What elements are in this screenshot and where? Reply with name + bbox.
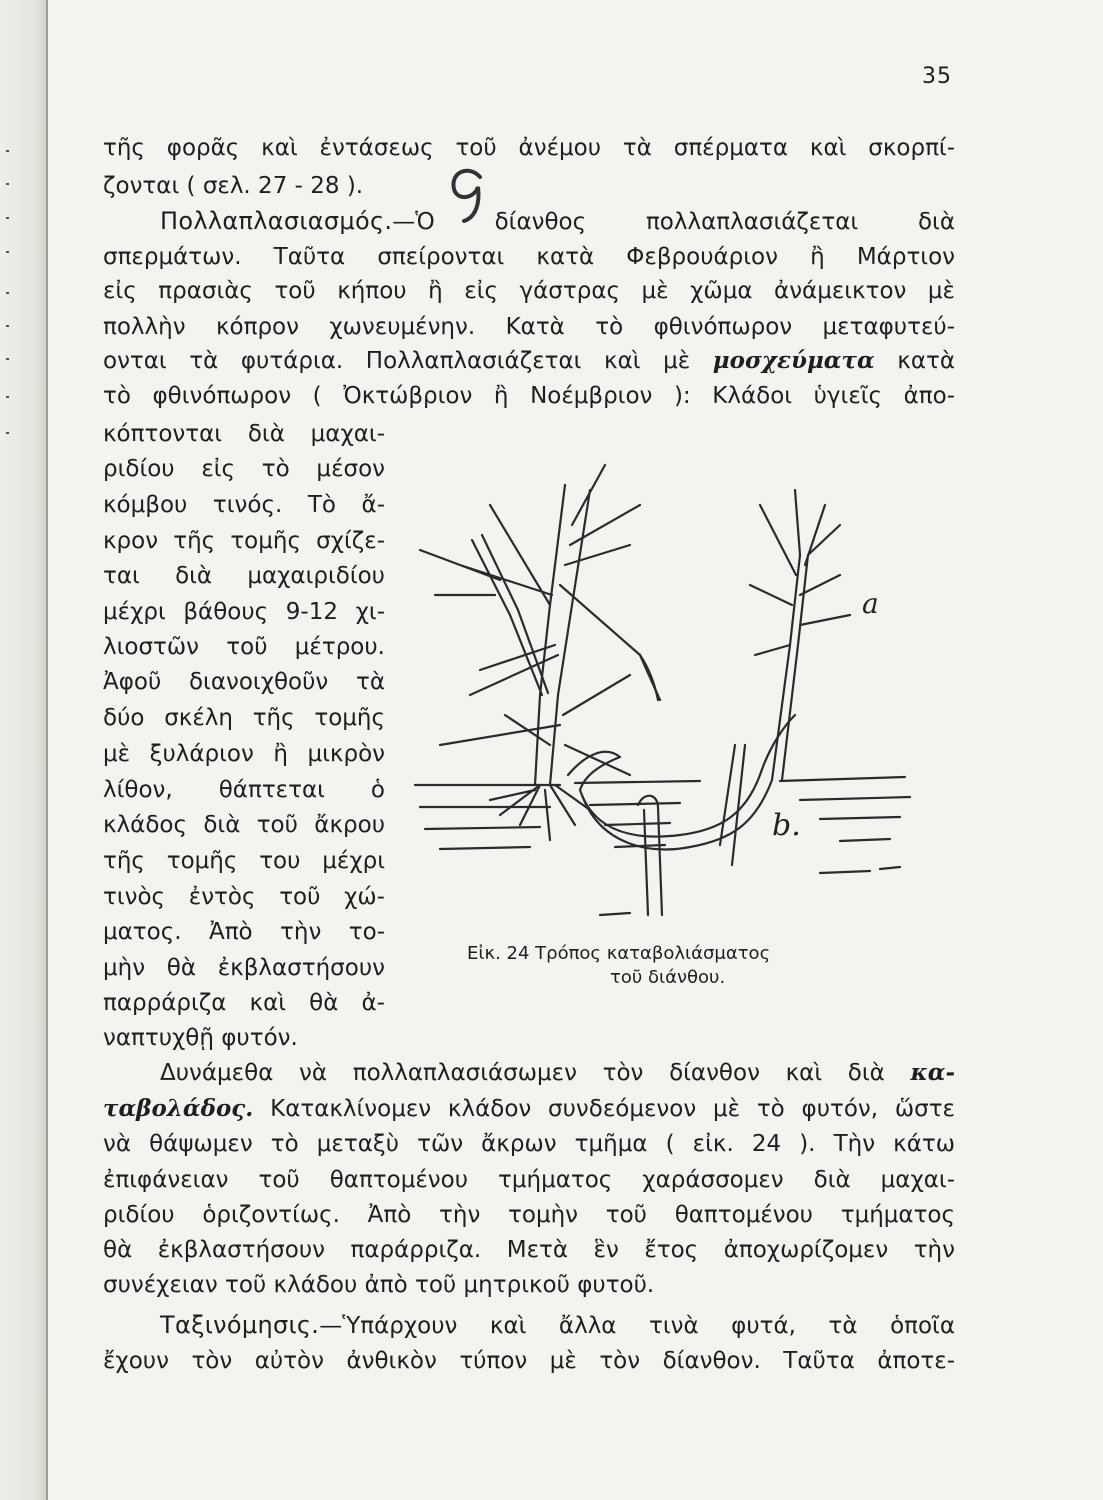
layering-illustration	[400, 445, 920, 920]
section-heading: Ταξινόμησις.	[160, 1311, 320, 1339]
margin-tick	[6, 150, 9, 152]
margin-tick	[6, 432, 9, 434]
text-line: τῆς τομῆς του μέχρι	[103, 848, 385, 874]
text-line: Ἀφοῦ διανοιχθοῦν τὰ	[103, 669, 385, 695]
text-line: ριδίου ὁριζοντίως. Ἀπὸ τὴν τομὴν τοῦ θαπτομένου τμήματος	[103, 1202, 955, 1228]
text-line	[103, 346, 955, 376]
figure-label-a: a	[862, 587, 879, 620]
emphasized-term: ταβολάδος.	[103, 1095, 254, 1122]
text-fragment: ονται τὰ φυτάρια. Πολλαπλασιάζεται καὶ μὲ	[103, 348, 691, 374]
text-line: μέχρι βάθους 9-12 χι-	[103, 599, 385, 625]
figure-label-b: b.	[772, 808, 801, 843]
gutter-edge	[46, 0, 48, 1500]
text-line: παρράριζα καὶ θὰ ἀ-	[103, 990, 385, 1016]
text-line: συνέχειαν τοῦ κλάδου ἀπὸ τοῦ μητρικοῦ φυτοῦ.	[103, 1272, 655, 1298]
book-gutter	[0, 0, 48, 1500]
text-line: τὸ φθινόπωρον ( Ὀκτώβριον ἢ Νοέμβριον ): Κλάδοι ὑγιεῖς ἀπο-	[103, 383, 955, 409]
section-heading: Πολλαπλασιασμός.	[160, 207, 393, 235]
text-line: ναπτυχθῇ φυτόν.	[103, 1025, 298, 1051]
text-line: κρον τῆς τομῆς σχίζε-	[103, 528, 385, 554]
text-line: νὰ θάψωμεν τὸ μεταξὺ τῶν ἄκρων τμῆμα ( εἰκ. 24 ). Τὴν κάτω	[103, 1131, 955, 1157]
margin-tick	[6, 292, 9, 294]
text-line: κόμβου τινός. Τὸ ἄ-	[103, 492, 385, 518]
text-line: κόπτονται διὰ μαχαι-	[103, 421, 385, 447]
text-line: θὰ ἐκβλαστήσουν παράρριζα. Μετὰ ἓν ἔτος ἀποχωρίζομεν τὴν	[103, 1237, 955, 1263]
text-fragment: κατὰ	[897, 348, 956, 374]
text-line: κλάδος διὰ τοῦ ἄκρου	[103, 812, 385, 838]
text-line: μὲ ξυλάριον ἢ μικρὸν	[103, 741, 385, 767]
text-line: πολλὴν κόπρον χωνευμένην. Κατὰ τὸ φθινόπωρον μεταφυτεύ-	[103, 314, 955, 340]
text-line: ἐπιφάνειαν τοῦ θαπτομένου τμήματος χαράσσομεν διὰ μαχαι-	[103, 1167, 955, 1193]
text-line: σπερμάτων. Ταῦτα σπείρονται κατὰ Φεβρουάριον ἢ Μάρτιον	[103, 244, 955, 270]
margin-tick	[6, 217, 9, 219]
text-line: λιοστῶν τοῦ μέτρου.	[103, 634, 385, 660]
text-fragment: Δυνάμεθα νὰ πολλαπλασιάσωμεν τὸν δίανθον καὶ διὰ	[160, 1060, 885, 1086]
margin-tick	[6, 358, 9, 360]
text-line: ζονται ( σελ. 27 - 28 ).	[103, 173, 364, 199]
page-number: 35	[922, 64, 952, 89]
heading-continuation: —Ὁ δίανθος πολλαπλασιάζεται διὰ	[392, 209, 955, 235]
margin-tick	[6, 251, 9, 253]
text-line: ριδίου εἰς τὸ μέσον	[103, 456, 385, 482]
margin-tick	[6, 325, 9, 327]
emphasized-term: κα-	[910, 1059, 956, 1086]
figure-caption-line2: τοῦ διάνθου.	[610, 967, 726, 988]
text-fragment: Κατακλίνομεν κλάδον συνδεόμενον μὲ τὸ φυτόν, ὥστε	[270, 1096, 955, 1122]
figure-caption: Εἰκ. 24 Τρόπος καταβολιάσματος	[467, 943, 771, 964]
text-line	[103, 1094, 955, 1124]
text-line: ἔχουν τὸν αὐτὸν ἀνθικὸν τύπον μὲ τὸν δίανθον. Ταῦτα ἀποτε-	[103, 1348, 955, 1374]
section-line	[160, 206, 955, 237]
text-line: ται διὰ μαχαιριδίου	[103, 563, 385, 589]
section-line	[160, 1310, 955, 1341]
text-line: μὴν θὰ ἐκβλαστήσουν	[103, 955, 385, 981]
emphasized-term: μοσχεύματα	[712, 347, 875, 374]
text-line	[160, 1058, 955, 1088]
margin-tick	[6, 183, 9, 185]
margin-tick	[6, 396, 9, 398]
text-line: δύο σκέλη τῆς τομῆς	[103, 705, 385, 731]
text-line: τῆς φορᾶς καὶ ἐντάσεως τοῦ ἀνέμου τὰ σπέρματα καὶ σκορπί-	[103, 135, 955, 161]
text-line: ματος. Ἀπὸ τὴν το-	[103, 919, 385, 945]
text-line: λίθον, θάπτεται ὁ	[103, 777, 385, 803]
text-line: εἰς πρασιὰς τοῦ κήπου ἢ εἰς γάστρας μὲ χῶμα ἀνάμεικτον μὲ	[103, 278, 955, 304]
text-line: τινὸς ἐντὸς τοῦ χώ-	[103, 884, 385, 910]
heading-continuation: —Ὑπάρχουν καὶ ἄλλα τινὰ φυτά, τὰ ὁποῖα	[319, 1313, 955, 1339]
